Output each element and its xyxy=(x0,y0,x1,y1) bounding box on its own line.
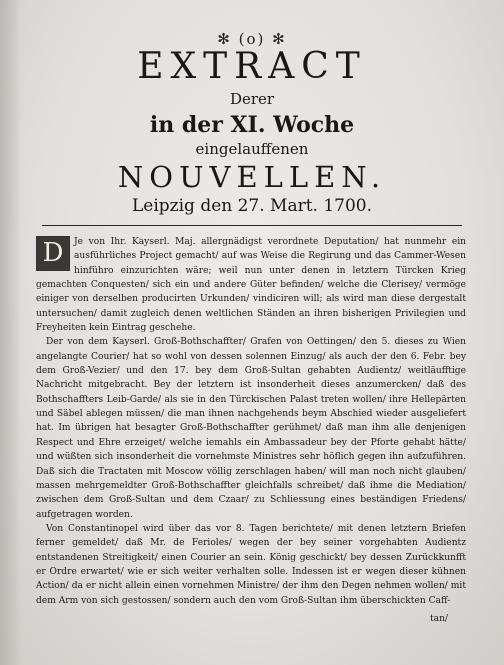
article-body xyxy=(36,235,466,608)
paragraph-oettingen: Der von dem Kayserl. Groß-Bothschaffter/ Grafen von Oettingen/ den 5. dieses zu Wien angelangte Courier/ hat so wohl von dessen solennen Einzug/ als auch der den 6. Febr. bey dem Groß-Vezier/ und den 17. bey dem Groß-Sultan gehabten Audientz/ weitläufftige Nachricht mitgebracht. Bey der letztern ist insonderheit dieses anzumercken/ daß des Bothschaffters Leib-Garde/ als sie in den Türckischen Palast treten wollen/ ihre Hellepärten und Säbel ablegen müssen/ die man ihnen nachgehends beym Abschied wieder ausgeliefert hat. Im übrigen hat besagter Groß-Bothschaffter gerühmet/ daß man ihm alle denjenigen Respect und Ehre erzeiget/ welche iemahls ein Ambassadeur bey der Pforte gehabt hätte/ und wüßten sich insonderheit die vornehmste Ministres sehr höflich gegen ihn aufzuführen. Daß sich die Tractaten mit Moscow völlig zerschlagen haben/ will man noch nicht glauben/ massen mehrgemeldter Groß-Bothschaffter gleichfalls schreibet/ daß ihme die Mediation/ zwischen dem Groß-Sultan und dem Czaar/ zu Schliessung eines beständigen Friedens/ aufgetragen worden. xyxy=(36,337,466,520)
paragraph-constantinopel: Von Constantinopel wird über das vor 8. Tagen berichtete/ mit denen letztern Briefen ferner gemeldet/ daß Mr. de Ferioles/ wegen der bey seiner vorgehabten Audientz entstandenen Streitigkeit/ einen Courier an sein. König geschickt/ bey dessen Zurückkunfft er Ordre erwartet/ wie er sich weiter verhalten solle. Indessen ist er wegen dieser kühnen Action/ da er nicht allein einen vornehmen Ministre/ der ihm den Degen nehmen wollen/ mit dem Arm von sich gestossen/ sondern auch den vom Groß-Sultan ihm überschickten Caff- xyxy=(36,523,466,606)
dateline: Leipzig den 27. Mart. 1700. xyxy=(131,196,373,216)
title-ornament: ✻ (o) ✻ xyxy=(217,30,287,48)
drop-cap: D xyxy=(36,236,70,271)
subtitle-derer: Derer xyxy=(229,90,275,108)
catchword: tan/ xyxy=(430,614,448,624)
subtitle-eingelauffenen: eingelauffenen xyxy=(195,140,309,158)
paragraph-deputation xyxy=(36,235,466,335)
subtitle-week: in der XI. Woche xyxy=(149,112,355,138)
masthead-title: EXTRACT xyxy=(137,46,367,87)
paragraph-text: Je von Ihr. Kayserl. Maj. allergnädigst verordnete Deputation/ hat nunmehr ein ausführliches Project gemacht/ auf was Weise die Regirung und das Cammer-Wesen hinführo einzurichten wäre; weil nun unter denen in letztern Türcken Krieg gemachten Conquesten/ sich ein und andere Güter befinden/ welche die Clerisey/ vermöge einiger von derselben producirten Urkunden/ vindiciren will; als wird man diese dergestalt untersuchen/ damit zugleich denen weltlichen Ständen an ihren bisherigen Privilegien und Freyheiten kein Eintrag geschehe. xyxy=(36,237,466,334)
subtitle-nouvellen: NOUVELLEN. xyxy=(117,160,387,194)
header-divider xyxy=(42,225,462,226)
